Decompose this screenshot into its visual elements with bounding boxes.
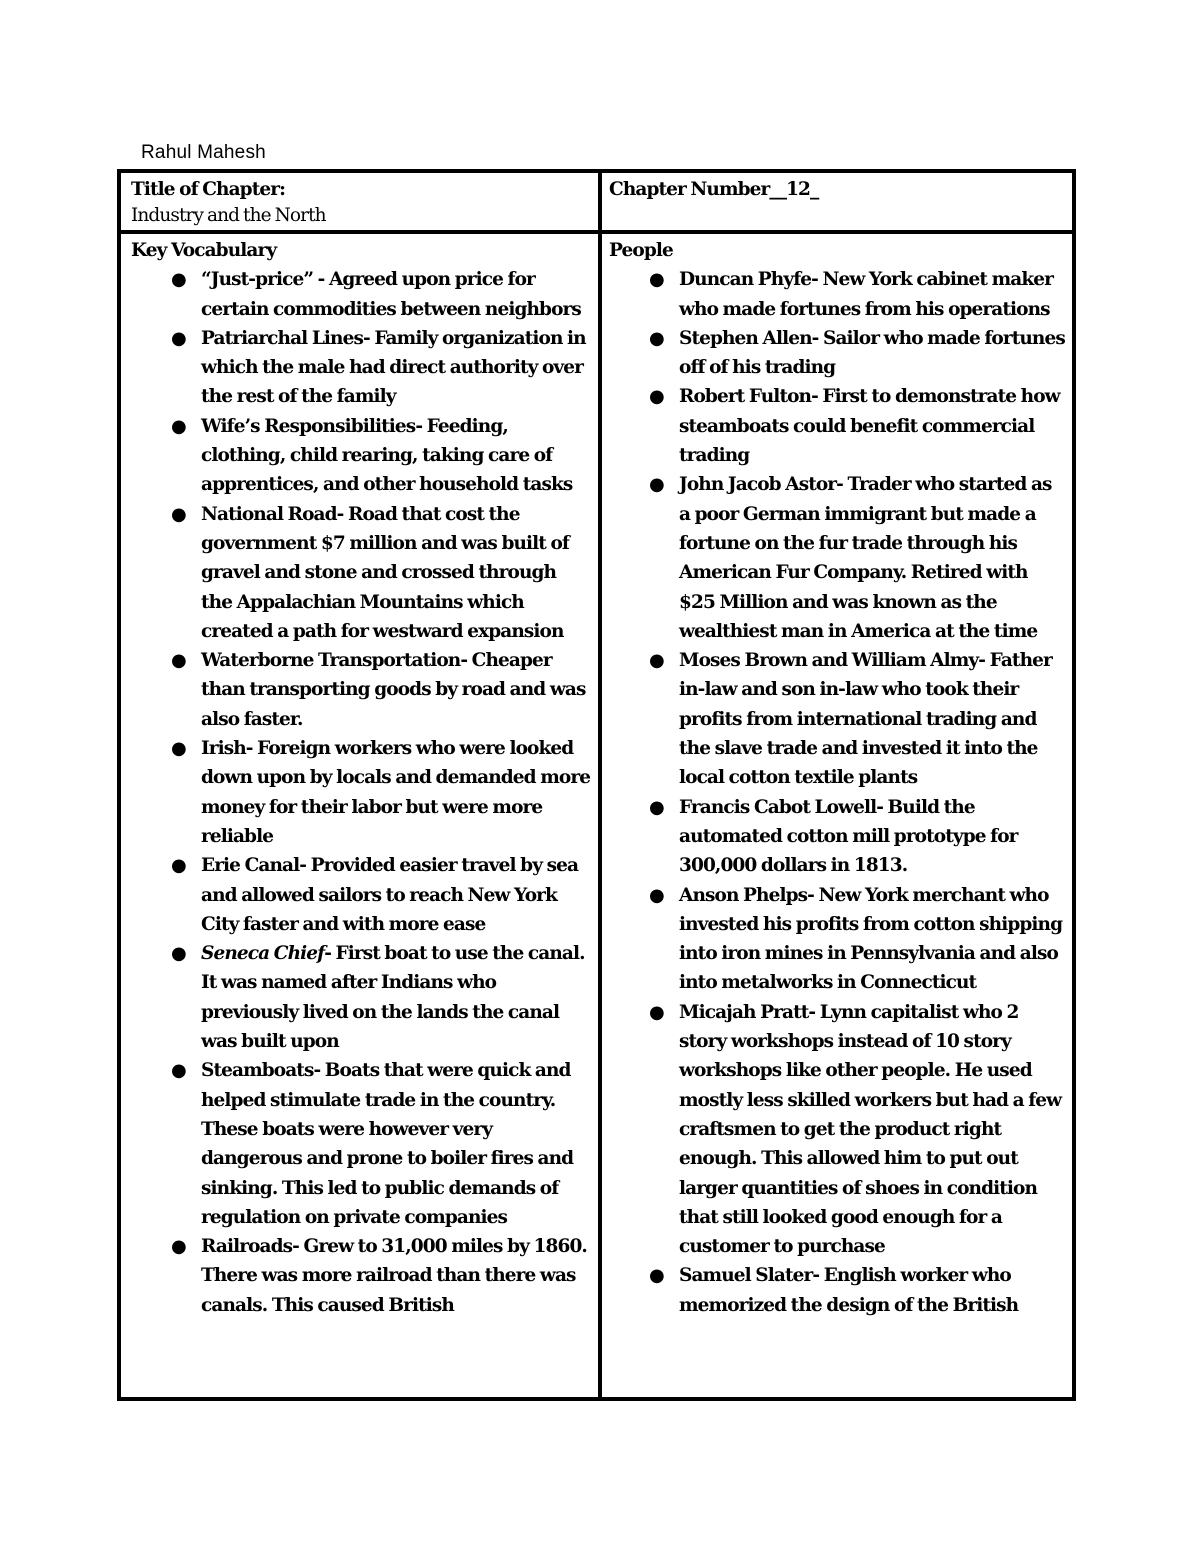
bullet-icon: ● <box>171 415 187 437</box>
list-item-definition: Foreign workers who were looked down upon by locals and demanded more money for their labor but were more reliable <box>201 738 591 847</box>
list-item <box>609 1261 1069 1320</box>
list-item <box>131 851 593 939</box>
chapter-number-label: Chapter Number__12_ <box>609 179 819 200</box>
key-vocabulary-heading: Key Vocabulary <box>131 240 277 261</box>
list-item-definition: Boats that were quick and helped stimulate trade in the country. These boats were however very dangerous and prone to boiler fires and sinking. This led to public demands of regulation on private companies <box>201 1060 574 1228</box>
bullet-icon: ● <box>171 943 187 965</box>
list-item-definition: Agreed upon price for certain commodities between neighbors <box>201 269 581 320</box>
bullet-icon: ● <box>171 269 187 291</box>
list-item <box>131 412 593 500</box>
list-item-definition: First boat to use the canal. It was named after Indians who previously lived on the lands the canal was built upon <box>201 943 585 1053</box>
list-item-term: Stephen Allen <box>679 327 812 349</box>
list-item-term: “Just-price” <box>201 269 314 291</box>
list-item-separator: - <box>415 415 427 437</box>
list-item-definition: Sailor who made fortunes off of his trading <box>679 327 1065 379</box>
bullet-icon: ● <box>171 503 187 525</box>
list-item-separator: - <box>812 1265 824 1287</box>
bullet-icon: ● <box>649 1265 665 1287</box>
bullet-icon: ● <box>649 884 665 906</box>
bullet-icon: ● <box>171 855 187 877</box>
bullet-icon: ● <box>649 327 665 349</box>
list-item-separator: - <box>299 855 311 877</box>
list-item-separator: - <box>807 884 819 906</box>
list-item <box>609 382 1069 470</box>
bullet-icon: ● <box>171 327 187 349</box>
list-item <box>609 470 1069 646</box>
list-item-definition: Trader who started as a poor German immigrant but made a fortune on the fur trade through his American Fur Company. Retired with $25 Million and was known as the wealthiest man in America at the time <box>679 474 1052 642</box>
list-item-separator: - <box>811 386 823 408</box>
list-item-definition: New York cabinet maker who made fortunes from his operations <box>679 269 1053 320</box>
list-item-separator: - <box>292 1236 304 1258</box>
chapter-number-cell <box>609 177 1069 203</box>
list-item-separator: - <box>363 327 375 349</box>
list-item-separator: - <box>811 269 823 291</box>
key-vocabulary-cell <box>131 236 593 1394</box>
list-item-separator: - <box>811 327 823 349</box>
list-item-term: National Road <box>201 503 337 525</box>
list-item-definition: Family organization in which the male had direct authority over the rest of the family <box>201 327 586 408</box>
list-item-term: Anson Phelps <box>679 884 808 906</box>
list-item <box>609 998 1069 1262</box>
list-item-definition: First to demonstrate how steamboats could benefit commercial trading <box>679 386 1060 467</box>
people-heading: People <box>609 240 673 261</box>
chapter-notes-table <box>117 169 1076 1401</box>
list-item-term: Steamboats <box>201 1060 314 1082</box>
list-item-definition: New York merchant who invested his profits from cotton shipping into iron mines in Pennsylvania and also into metalworks in Connecticut <box>679 884 1063 994</box>
list-item-term: Moses Brown and William Almy <box>679 650 979 672</box>
list-item-definition: English worker who memorized the design of the British <box>679 1265 1019 1316</box>
list-item <box>131 265 593 324</box>
list-item <box>609 646 1069 792</box>
list-item-term: Seneca Chief <box>201 943 325 965</box>
list-item-separator: - <box>324 943 336 965</box>
bullet-icon: ● <box>649 386 665 408</box>
list-item-separator: - <box>808 1001 820 1023</box>
list-item <box>131 734 593 851</box>
list-item <box>131 324 593 412</box>
list-item <box>609 324 1069 383</box>
list-item <box>131 646 593 734</box>
list-item <box>131 1056 593 1232</box>
list-item-separator: - <box>313 1060 325 1082</box>
list-item-definition: Grew to 31,000 miles by 1860. There was more railroad than there was canals. This caused British <box>201 1236 587 1316</box>
key-vocabulary-list <box>131 265 593 1320</box>
list-item <box>131 1232 593 1320</box>
list-item-separator: - <box>876 796 888 818</box>
bullet-icon: ● <box>171 738 187 760</box>
list-item-separator: - <box>313 269 329 291</box>
list-item-term: Robert Fulton <box>679 386 812 408</box>
list-item-definition: Father in-law and son in-law who took their profits from international trading and the slave trade and invested it into the local cotton textile plants <box>679 650 1052 789</box>
bullet-icon: ● <box>171 1236 187 1258</box>
list-item-separator: - <box>978 650 990 672</box>
bullet-icon: ● <box>649 269 665 291</box>
list-item-separator: - <box>336 503 348 525</box>
chapter-title-value: Industry and the North <box>131 205 326 226</box>
bullet-icon: ● <box>171 650 187 672</box>
people-list <box>609 265 1069 1320</box>
list-item-term: Samuel Slater <box>679 1265 813 1287</box>
column-divider <box>598 173 602 1397</box>
list-item-term: Waterborne Transportation <box>201 650 461 672</box>
list-item-term: Micajah Pratt <box>679 1001 809 1023</box>
list-item-term: Duncan Phyfe <box>679 269 812 291</box>
list-item-term: Wife’s Responsibilities <box>201 415 416 437</box>
list-item-definition: Road that cost the government $7 million and was built of gravel and stone and crossed through the Appalachian Mountains which created a path for westward expansion <box>201 503 569 642</box>
chapter-title-label: Title of Chapter: <box>131 179 286 200</box>
bullet-icon: ● <box>649 796 665 818</box>
author-name: Rahul Mahesh <box>141 142 266 163</box>
bullet-icon: ● <box>649 474 665 496</box>
list-item-separator: - <box>836 474 848 496</box>
people-cell <box>609 236 1069 1394</box>
list-item <box>609 793 1069 881</box>
list-item-term: John Jacob Astor <box>679 474 837 496</box>
list-item-term: Railroads <box>201 1236 293 1258</box>
bullet-icon: ● <box>171 1060 187 1082</box>
list-item-term: Patriarchal Lines <box>201 327 363 349</box>
list-item <box>131 939 593 1056</box>
list-item-term: Irish <box>201 738 246 760</box>
bullet-icon: ● <box>649 1001 665 1023</box>
list-item-separator: - <box>245 738 258 760</box>
list-item <box>609 881 1069 998</box>
list-item-definition: Provided easier travel by sea and allowed sailors to reach New York City faster and with more ease <box>201 855 579 935</box>
list-item-term: Erie Canal <box>201 855 300 877</box>
header-divider <box>121 230 1072 234</box>
bullet-icon: ● <box>649 650 665 672</box>
list-item-term: Francis Cabot Lowell <box>679 796 877 818</box>
list-item-separator: - <box>460 650 472 672</box>
list-item-definition: Lynn capitalist who 2 story workshops instead of 10 story workshops like other people. He used mostly less skilled workers but had a few craftsmen to get the product right enough. This allowed him to put out larger quantities of shoes in condition that still looked good enough for a customer to purchase <box>679 1001 1062 1258</box>
list-item-definition: Cheaper than transporting goods by road and was also faster. <box>201 650 586 730</box>
list-item-definition: Build the automated cotton mill prototype for 300,000 dollars in 1813. <box>679 796 1018 877</box>
list-item <box>131 500 593 646</box>
list-item <box>609 265 1069 324</box>
list-item-definition: Feeding, clothing, child rearing, taking care of apprentices, and other household tasks <box>201 415 573 496</box>
chapter-title-cell <box>131 177 593 229</box>
